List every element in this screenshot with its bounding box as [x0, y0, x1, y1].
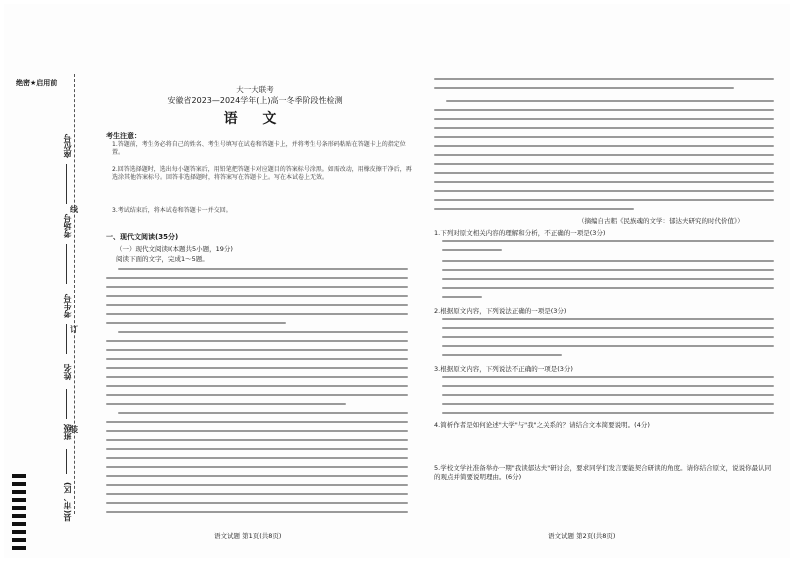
name-line	[66, 389, 67, 419]
exam-series: 大一大联考	[236, 85, 274, 94]
cut-mark-bind: 订	[70, 325, 78, 334]
note-item: 3.考试结束后，将本试卷和答题卡一并交回。	[112, 207, 232, 214]
exam-sheet	[4, 4, 790, 558]
section-heading: 一、现代文阅读(35分)	[106, 233, 179, 241]
question-2: 2.根据原文内容，下列说法正确的一项是(3分)	[434, 307, 567, 315]
page-footer: 语文试题 第1页(共8页)	[214, 532, 282, 540]
question-3: 3.根据原文内容，下列说法不正确的一项是(3分)	[434, 365, 573, 373]
secret-label: 绝密★启用前	[16, 79, 58, 87]
district-label: 县(市、区)	[63, 482, 72, 522]
note-item: 2.回答选择题时，选出每小题答案后，用铅笔把答题卡对应题目的答案标号涂黑。如需改动，用橡皮擦干净后，再选涂其他答案标号。回答非选择题时，将答案写在答题卡上。写在本试卷上无效。	[112, 166, 412, 181]
cut-mark-pack: 装	[70, 425, 78, 434]
binding-stripe	[12, 490, 26, 494]
exam-name: 安徽省2023—2024学年(上)高一冬季阶段性检测	[167, 96, 343, 105]
binding-stripe	[12, 538, 26, 542]
page-footer: 语文试题 第2页(共8页)	[548, 532, 616, 540]
binding-stripe	[12, 514, 26, 518]
exam-room-label: 考场号	[63, 214, 72, 238]
notes-title: 考生注意：	[106, 132, 141, 140]
candidate-number-label: 考生号	[63, 294, 72, 318]
binding-stripe	[12, 546, 26, 550]
binding-stripe	[12, 482, 26, 486]
seat-number-label: 座位号	[63, 134, 72, 158]
question-4: 4.简析作者是如何论述"大学"与"我"之关系的？请结合文本简要说明。(4分)	[434, 421, 650, 429]
binding-stripe	[12, 522, 26, 526]
reading-instruction: 阅读下面的文字，完成1～5题。	[116, 255, 209, 263]
binding-stripe	[12, 506, 26, 510]
binding-stripe	[12, 498, 26, 502]
subsection-heading: （一）现代文阅读Ⅰ(本题共5小题，19分)	[116, 245, 233, 253]
binding-stripe	[12, 474, 26, 478]
binding-cut-line	[74, 74, 75, 514]
page-2	[428, 4, 778, 558]
class-line	[66, 449, 67, 474]
candidate-number-line	[66, 324, 67, 354]
passage-source: （摘编自古耜《民族魂的文学：郁达夫研究的时代价值》）	[578, 217, 744, 225]
cut-mark-line: 线	[70, 205, 78, 214]
name-label: 姓名	[63, 364, 72, 380]
subject-title: 语 文	[223, 111, 287, 127]
class-label: 班级	[63, 424, 72, 440]
binding-stripe	[12, 530, 26, 534]
question-1: 1.下列对原文相关内容的理解和分析，不正确的一项是(3分)	[434, 229, 606, 237]
note-item: 1.答题前，考生务必将自己的姓名、考生号填写在试卷和答题卡上，并将考生号条形码粘贴在答题卡上的指定位置。	[112, 141, 406, 156]
question-5: 5.学校文学社准备举办一期"我读郁达夫"研讨会，要求同学们发言要能契合研读的角度。请你结合原文，说说你最认同的观点并简要说明理由。(6分)	[434, 464, 772, 481]
exam-room-line	[66, 244, 67, 284]
seat-number-line	[66, 164, 67, 204]
